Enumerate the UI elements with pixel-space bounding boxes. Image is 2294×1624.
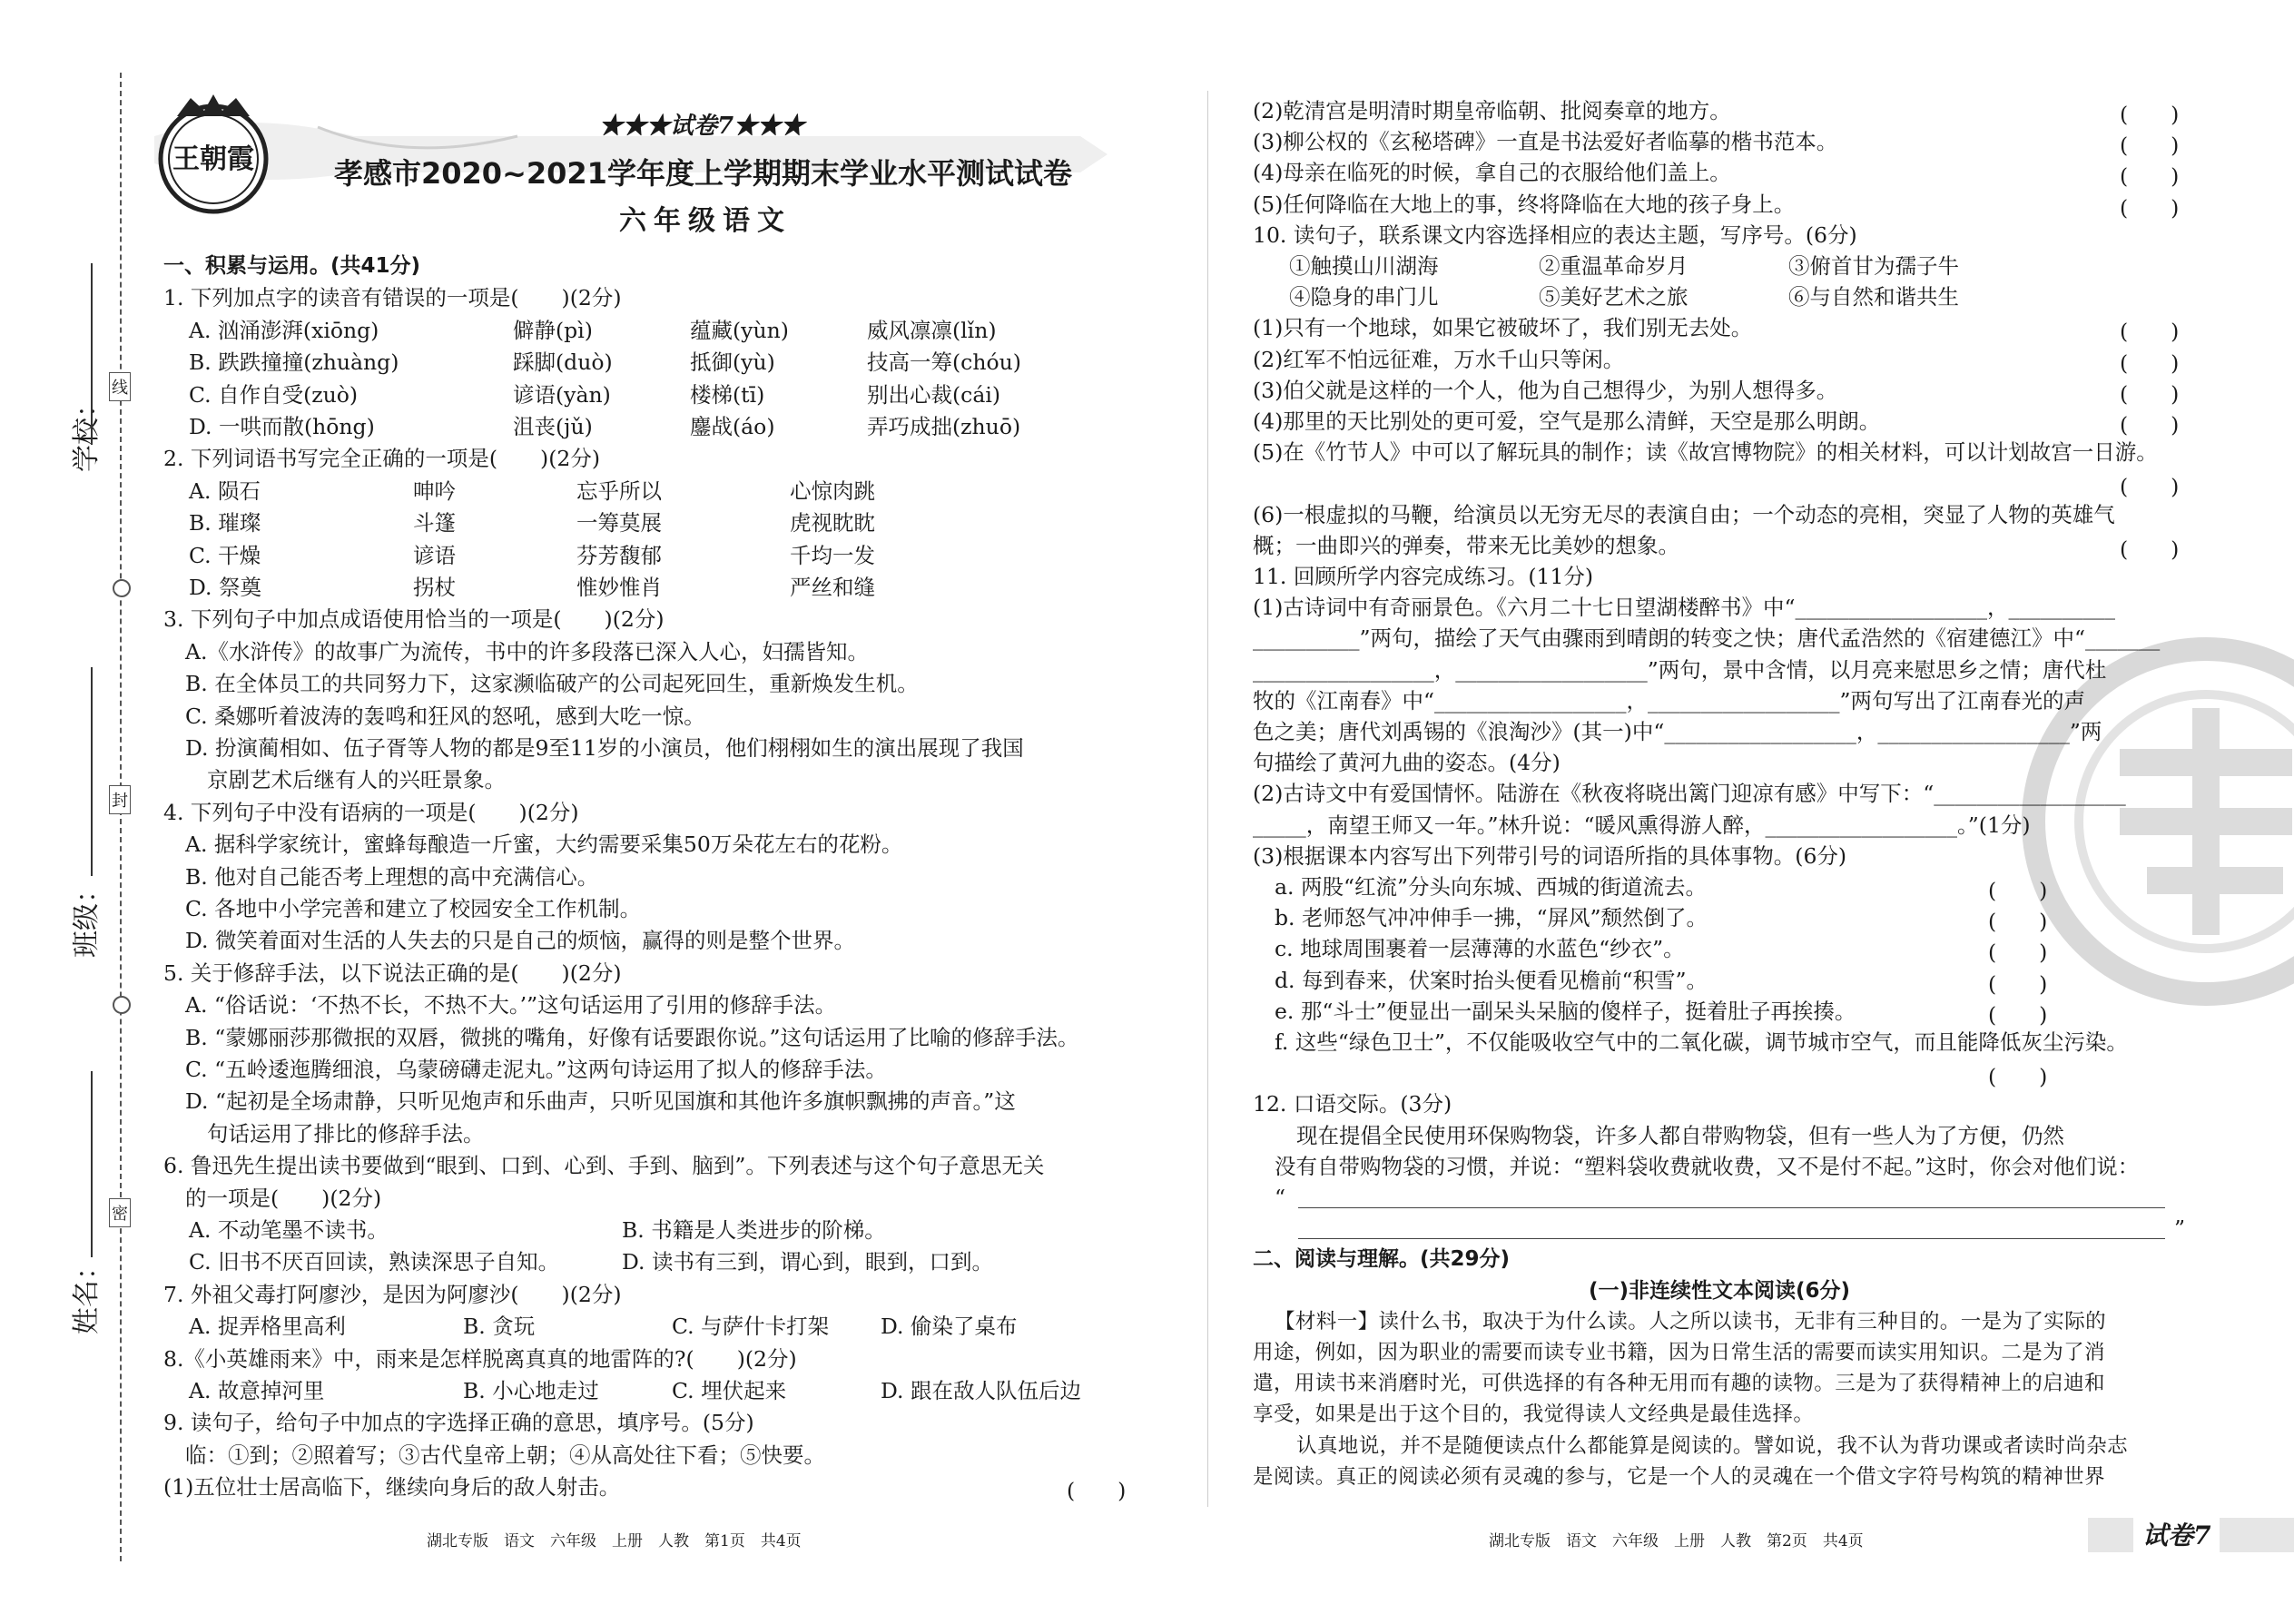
answer-paren: ( ) — [2120, 349, 2180, 376]
question-line: 12. 口语交际。(3分) — [1253, 1091, 1452, 1117]
question-line: 遣，用读书来消磨时光，可供选择的有各种无用而有趣的读物。三是为了获得精神上的启迪和 — [1253, 1372, 2105, 1396]
option-item: 谚语 — [413, 542, 456, 568]
answer-paren: ( ) — [2120, 536, 2180, 562]
question-line: A. “俗话说：‘不热不长，不热不大。’”这句话运用了引用的修辞手法。 — [185, 992, 837, 1019]
option-item: B. 璀璨 — [189, 510, 261, 536]
question-line: (6)一根虚拟的马鞭，给演员以无穷无尽的表演自由；一个动态的亮相，突显了人物的英雄气 — [1253, 501, 2115, 527]
question-line: 3. 下列句子中加点成语使用恰当的一项是( )(2分) — [163, 606, 665, 633]
question-line: 句话运用了排比的修辞手法。 — [207, 1120, 485, 1147]
option-item: 沮丧(jǔ) — [513, 414, 593, 439]
question-line: (2)红军不怕远征难，万水千山只等闲。 — [1253, 346, 1625, 372]
option-item: ①触摸山川湖海 — [1289, 253, 1439, 279]
question-line: 【材料一】读什么书，取决于为什么读。人之所以读书，无非有三种目的。一是为了实际的 — [1275, 1309, 2107, 1334]
question-line: 2. 下列词语书写完全正确的一项是( )(2分) — [163, 446, 601, 472]
question-line: D. “起初是全场肃静，只听见炮声和乐曲声，只听见国旗和其他许多旗帜飘拂的声音。”这 — [185, 1088, 1016, 1115]
question-line: B. “蒙娜丽莎那微抿的双唇，微挑的嘴角，好像有话要跟你说。”这句话运用了比喻的修辞手法。 — [185, 1024, 1079, 1050]
school-field[interactable] — [91, 263, 93, 445]
question-line: 是阅读。真正的阅读必须有灵魂的参与，它是一个人的灵魂在一个借文字符号构筑的精神世界 — [1253, 1464, 2105, 1489]
margin-mark-mi: 密 — [109, 1198, 131, 1227]
answer-paren: ( ) — [2120, 133, 2180, 159]
option-item: ②重温革命岁月 — [1539, 253, 1689, 279]
question-line: c. 地球周围裹着一层薄薄的水蓝色“纱衣”。 — [1275, 936, 1685, 962]
option-item: 鏖战(áo) — [690, 414, 775, 439]
answer-paren: ( ) — [2120, 319, 2180, 345]
class-label: 班级： — [71, 876, 103, 958]
option-item: ③俯首甘为孺子牛 — [1788, 253, 1959, 279]
question-line: b. 老师怒气冲冲伸手一拂，“屏风”颓然倒了。 — [1275, 905, 1708, 931]
question-line: (5)在《竹节人》中可以了解玩具的制作；读《故宫博物院》的相关材料，可以计划故宫一日游。 — [1253, 439, 2158, 466]
option-item: A. 汹涌澎湃(xiōng) — [189, 317, 379, 343]
option-item: C. 旧书不厌百回读，熟读深思子自知。 — [189, 1249, 560, 1275]
question-line: C. “五岭逶迤腾细浪，乌蒙磅礴走泥丸。”这两句诗运用了拟人的修辞手法。 — [185, 1057, 887, 1082]
answer-paren: ( ) — [2120, 163, 2180, 190]
exam-title: 孝感市2020~2021学年度上学期期末学业水平测试试卷 — [334, 156, 1072, 191]
option-item: C. 埋伏起来 — [672, 1378, 787, 1403]
question-line: 7. 外祖父毒打阿廖沙，是因为阿廖沙( )(2分) — [163, 1281, 622, 1307]
question-line: (3)根据课本内容写出下列带引号的词语所指的具体事物。(6分) — [1253, 842, 1847, 869]
question-line: 10. 读句子，联系课文内容选择相应的表达主题，写序号。(6分) — [1253, 221, 1857, 248]
question-line: 8.《小英雄雨来》中，雨来是怎样脱离真真的地雷阵的?( )(2分) — [163, 1345, 797, 1372]
option-item: D. 跟在敌人队伍后边 — [881, 1378, 1081, 1403]
answer-paren: ( ) — [2120, 380, 2180, 407]
question-line: 享受，如果是出于这个目的，我觉得读人文经典是最佳选择。 — [1253, 1403, 1815, 1427]
option-item: 楼梯(tī) — [690, 381, 765, 408]
question-line: C. 桑娜听着波涛的轰鸣和狂风的怒吼，感到大吃一惊。 — [185, 703, 705, 729]
binding-hole-icon — [113, 996, 131, 1014]
option-item: A. 不动笔墨不读书。 — [189, 1217, 389, 1243]
option-item: 威风凛凛(lǐn) — [867, 317, 997, 343]
option-item: B. 书籍是人类进步的阶梯。 — [622, 1217, 886, 1243]
question-line: 5. 关于修辞手法，以下说法正确的是( )(2分) — [163, 960, 622, 986]
question-line: 京剧艺术后继有人的兴旺景象。 — [207, 767, 506, 793]
option-item: 芬芳馥郁 — [576, 542, 662, 568]
question-line: (2)乾清宫是明清时期皇帝临朝、批阅奏章的地方。 — [1253, 98, 1731, 123]
option-item: 僻静(pì) — [513, 317, 593, 343]
option-item: 严丝和缝 — [790, 575, 875, 600]
option-item: B. 跌跌撞撞(zhuàng) — [189, 349, 399, 376]
question-line: (1)只有一个地球，如果它被破坏了，我们别无去处。 — [1253, 315, 1753, 341]
option-item: 踩脚(duò) — [513, 349, 613, 376]
option-item: D. 读书有三到，谓心到，眼到，口到。 — [622, 1249, 993, 1275]
footer-right: 湖北专版 语文 六年级 上册 人教 第2页 共4页 — [1489, 1532, 1864, 1550]
answer-paren: ( ) — [1988, 878, 2048, 903]
option-item: ④隐身的串门儿 — [1289, 284, 1439, 310]
option-item: 斗篷 — [413, 510, 456, 536]
option-item: 抵御(yù) — [690, 349, 775, 376]
question-line: (4)母亲在临死的时候，拿自己的衣服给他们盖上。 — [1253, 160, 1731, 186]
option-item: 蕴藏(yùn) — [690, 317, 789, 343]
brand-logo-text: 王朝霞 — [172, 143, 254, 175]
section-heading: (一)非连续性文本阅读(6分) — [1589, 1278, 1851, 1303]
section-heading: 二、阅读与理解。(共29分) — [1253, 1247, 1511, 1272]
question-line: 用途，例如，因为职业的需要而读专业书籍，因为日常生活的需要而读实用知识。二是为了消 — [1253, 1341, 2105, 1364]
school-label: 学校： — [71, 390, 103, 472]
binding-hole-icon — [113, 579, 131, 597]
question-line: 句描绘了黄河九曲的姿态。(4分) — [1253, 750, 1561, 776]
question-line: 没有自带购物袋的习惯，并说：“塑料袋收费就收费，又不是付不起。”这时，你会对他们说： — [1275, 1153, 2140, 1179]
page-divider — [1207, 91, 1208, 1507]
option-item: 拐杖 — [413, 575, 456, 600]
answer-paren: ( ) — [1988, 1064, 2048, 1090]
option-item: 惟妙惟肖 — [576, 575, 662, 600]
option-item: 心惊肉跳 — [790, 477, 875, 504]
option-item: C. 与萨什卡打架 — [672, 1314, 830, 1340]
answer-line[interactable] — [1298, 1207, 2165, 1208]
question-line: 的一项是( )(2分) — [185, 1185, 382, 1211]
answer-paren: ( ) — [2120, 102, 2180, 127]
answer-paren: ( ) — [1988, 940, 2048, 966]
margin-mark-xian: 线 — [109, 372, 131, 401]
exam-number: ★★★试卷7★★★ — [599, 113, 805, 140]
question-line: _____，南望王师又一年。”林升说：“暖风熏得游人醉，__________________。”(1分) — [1253, 812, 2031, 838]
question-line: 9. 读句子，给句子中加点的字选择正确的意思，填序号。(5分) — [163, 1410, 754, 1436]
option-item: 技高一筹(chóu) — [867, 349, 1021, 376]
option-item: D. 祭奠 — [189, 575, 261, 600]
question-line: (1)古诗词中有奇丽景色。《六月二十七日望湖楼醉书》中“__________________，__________ — [1253, 595, 2116, 621]
question-line: D. 微笑着面对生活的人失去的只是自己的烦恼，赢得的则是整个世界。 — [185, 928, 855, 954]
option-item: D. 偷染了桌布 — [881, 1314, 1018, 1340]
option-item: A. 捉弄格里高利 — [189, 1314, 346, 1340]
question-line: __________”两句，描绘了天气由骤雨到晴朗的转变之快；唐代孟浩然的《宿建德江》中“_______ — [1253, 625, 2161, 652]
answer-paren: ( ) — [2120, 412, 2180, 438]
answer-paren: ( ) — [1988, 970, 2048, 997]
answer-paren: ( ) — [1988, 909, 2048, 935]
option-item: A. 陨石 — [189, 477, 261, 504]
question-line: D. 扮演蔺相如、伍子胥等人物的都是9至11岁的小演员，他们栩栩如生的演出展现了我国 — [185, 735, 1024, 761]
question-line: ” — [2174, 1216, 2186, 1242]
name-label: 姓名： — [71, 1253, 103, 1334]
question-line: B. 他对自己能否考上理想的高中充满信心。 — [185, 863, 599, 890]
watermark-stamp-icon — [2011, 626, 2294, 1017]
question-line: 4. 下列句子中没有语病的一项是( )(2分) — [163, 799, 579, 825]
option-item: A. 故意掉河里 — [189, 1378, 325, 1403]
question-line: (5)任何降临在大地上的事，终将降临在大地的孩子身上。 — [1253, 191, 1796, 217]
question-line: e. 那“斗士”便显出一副呆头呆脑的傻样子，挺着肚子再挨揍。 — [1275, 998, 1856, 1024]
question-line: “ — [1275, 1185, 1286, 1210]
option-item: 弄巧成拙(zhuō) — [867, 414, 1021, 439]
option-item: C. 干燥 — [189, 542, 261, 568]
name-field[interactable] — [91, 1071, 93, 1257]
answer-paren: ( ) — [1988, 1001, 2048, 1028]
question-line: _________________，__________________”两句，景中含情，以月亮来慰思乡之情；唐代杜 — [1253, 656, 2107, 683]
answer-paren: ( ) — [1067, 1478, 1127, 1504]
question-line: f. 这些“绿色卫士”，不仅能吸收空气中的二氧化碳，调节城市空气，而且能降低灰尘污染。 — [1275, 1029, 2128, 1055]
option-item: 虎视眈眈 — [790, 510, 875, 536]
footer-badge: 试卷7 — [2133, 1516, 2220, 1552]
question-line: 现在提倡全民使用环保购物袋，许多人都自带购物袋，但有一些人为了方便，仍然 — [1296, 1122, 2064, 1148]
option-item: B. 贪玩 — [463, 1314, 536, 1340]
option-item: 谚语(yàn) — [513, 381, 611, 408]
binding-line — [120, 73, 122, 1561]
class-field[interactable] — [91, 667, 93, 876]
question-line: C. 各地中小学完善和建立了校园安全工作机制。 — [185, 896, 642, 921]
option-item: ⑥与自然和谐共生 — [1788, 284, 1959, 310]
option-item: ⑤美好艺术之旅 — [1539, 284, 1689, 310]
question-line: a. 两股“红流”分头向东城、西城的街道流去。 — [1275, 874, 1707, 900]
question-line: (4)那里的天比别处的更可爱，空气是那么清鲜，天空是那么明朗。 — [1253, 408, 1881, 434]
option-item: 一筹莫展 — [576, 510, 662, 536]
answer-paren: ( ) — [2120, 194, 2180, 221]
option-item: 呻吟 — [413, 477, 456, 504]
question-line: 1. 下列加点字的读音有错误的一项是( )(2分) — [163, 285, 622, 311]
option-item: 忘乎所以 — [576, 477, 662, 504]
question-line: A.《水浒传》的故事广为流传，书中的许多段落已深入人心，妇孺皆知。 — [185, 638, 869, 664]
question-line: d. 每到春来，伏案时抬头便看见檐前“积雪”。 — [1275, 967, 1708, 993]
question-line: B. 在全体员工的共同努力下，这家濒临破产的公司起死回生，重新焕发生机。 — [185, 671, 919, 697]
answer-paren: ( ) — [2120, 474, 2180, 500]
section-heading: 一、积累与运用。(共41分) — [163, 254, 421, 278]
question-line: 牧的《江南春》中“__________________，__________________”两句写出了江南春光的声 — [1253, 687, 2086, 714]
answer-line[interactable] — [1298, 1238, 2165, 1239]
option-item: 别出心裁(cái) — [867, 381, 1001, 408]
question-line: (2)古诗文中有爱国情怀。陆游在《秋夜将晓出篱门迎凉有感》中写下：“__________________ — [1253, 781, 2126, 807]
option-item: D. 一哄而散(hōng) — [189, 414, 375, 439]
question-line: (3)伯父就是这样的一个人，他为自己想得少，为别人想得多。 — [1253, 377, 1838, 403]
option-item: 千均一发 — [790, 542, 875, 568]
question-line: (1)五位壮士居高临下，继续向身后的敌人射击。 — [163, 1474, 621, 1501]
question-line: 临：①到；②照着写；③古代皇帝上朝；④从高处往下看；⑤快要。 — [185, 1442, 825, 1468]
question-line: 认真地说，并不是随便读点什么都能算是阅读的。譬如说，我不认为背功课或者读时尚杂志 — [1296, 1433, 2129, 1458]
option-item: C. 自作自受(zuò) — [189, 381, 359, 408]
exam-subject: 六年级语文 — [619, 205, 792, 237]
question-line: 概；一曲即兴的弹奏，带来无比美妙的想象。 — [1253, 532, 1679, 558]
question-line: 色之美；唐代刘禹锡的《浪淘沙》(其一)中“__________________，__________________”两 — [1253, 719, 2102, 744]
question-line: A. 据科学家统计，蜜蜂每酿造一斤蜜，大约需要采集50万朵花左右的花粉。 — [185, 832, 903, 858]
question-line: (3)柳公权的《玄秘塔碑》一直是书法爱好者临摹的楷书范本。 — [1253, 129, 1838, 155]
option-item: B. 小心地走过 — [463, 1378, 599, 1403]
question-line: 6. 鲁迅先生提出读书要做到“眼到、口到、心到、手到、脑到”。下列表述与这个句子意思无关 — [163, 1153, 1045, 1179]
question-line: 11. 回顾所学内容完成练习。(11分) — [1253, 564, 1594, 589]
margin-mark-feng: 封 — [109, 785, 131, 814]
footer-left: 湖北专版 语文 六年级 上册 人教 第1页 共4页 — [427, 1532, 802, 1550]
